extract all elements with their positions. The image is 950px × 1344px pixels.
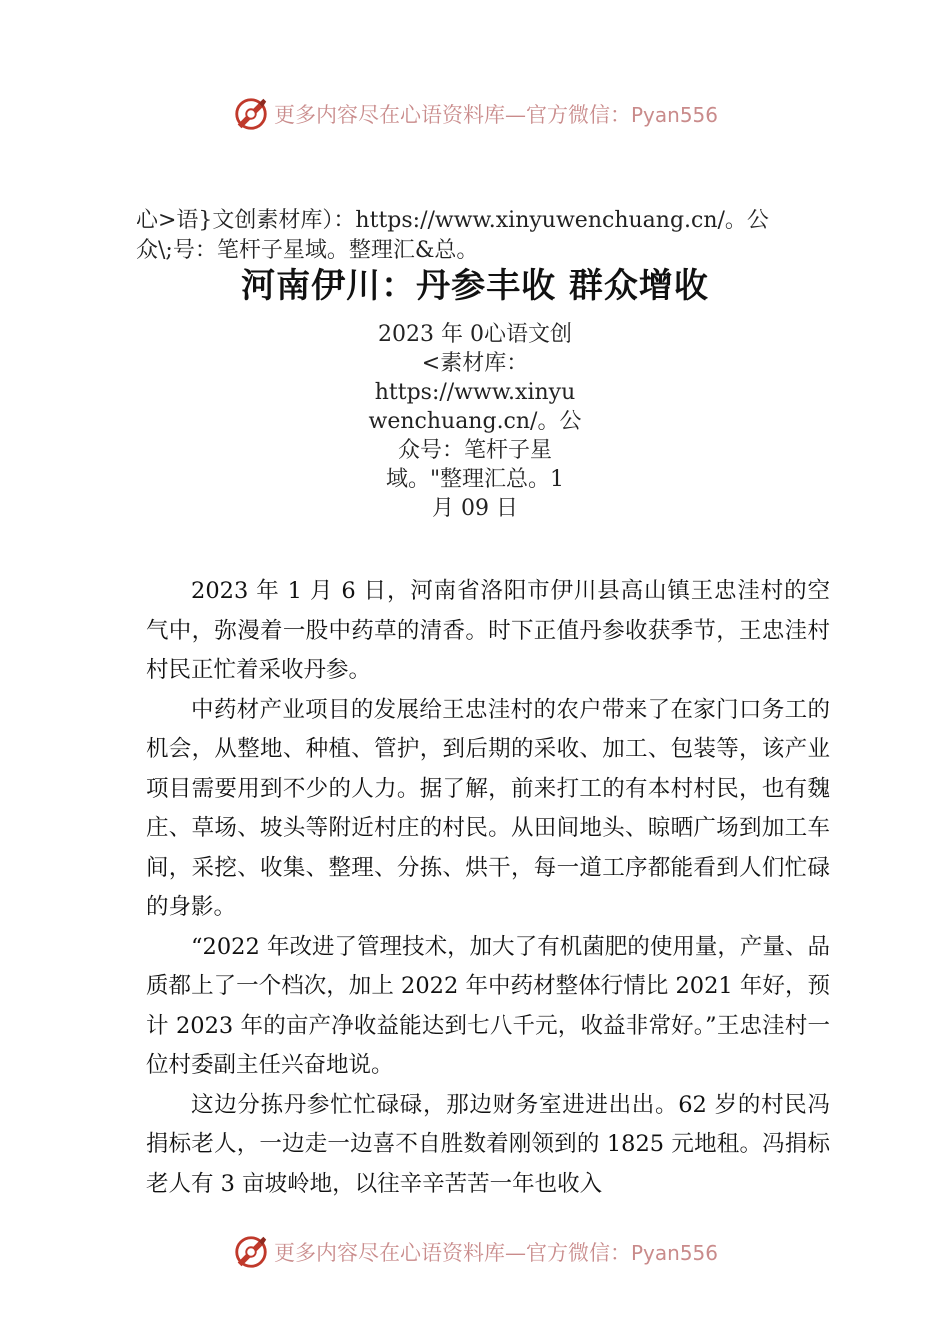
source-note: [136, 206, 836, 266]
source-note-line: 众\;号：笔杆子星域。整理汇&总。: [136, 238, 479, 263]
date-line: 2023 年 0心语文创: [378, 322, 572, 347]
footer-banner-text: 更多内容尽在心语资料库—官方微信：Pyan556: [273, 1241, 718, 1265]
wechat-id: Pyan556: [630, 103, 718, 127]
pen-logo-icon: [232, 95, 270, 133]
date-line: https://www.xinyu: [374, 380, 576, 405]
source-note-line: 心>语}文创素材库）：https://www.xinyuwenchuang.cn/。公: [136, 208, 769, 233]
paragraph: 2023 年 1 月 6 日，河南省洛阳市伊川县高山镇王忠洼村的空气中，弥漫着一股中药草的清香。时下正值丹参收获季节，王忠洼村村民正忙着采收丹参。: [146, 578, 830, 683]
paragraph: 这边分拣丹参忙忙碌碌，那边财务室进进出出。62 岁的村民冯捐标老人，一边走一边喜不自胜数着刚领到的 1825 元地租。冯捐标老人有 3 亩坡岭地，以往辛辛苦苦一年也收入: [146, 1091, 830, 1197]
date-line: wenchuang.cn/。公: [368, 409, 582, 434]
paragraph: “2022 年改进了管理技术，加大了有机菌肥的使用量，产量、品质都上了一个档次，加上 2022 年中药材整体行情比 2021 年好，预计 2023 年的亩产净收益能达到七八千元，收益非常好。”王忠洼村一位村委副主任兴奋地说。: [146, 933, 830, 1078]
article-date: [350, 320, 600, 523]
paragraph: 中药材产业项目的发展给王忠洼村的农户带来了在家门口务工的机会，从整地、种植、管护，到后期的采收、加工、包装等，该产业项目需要用到不少的人力。据了解，前来打工的有本村村民，也有魏庄、草场、坡头等附近村庄的村民。从田间地头、晾晒广场到加工车间，采挖、收集、整理、分拣、烘干，每一道工序都能看到人们忙碌的身影。: [146, 696, 830, 920]
pen-logo-icon: [232, 1233, 270, 1271]
footer-banner: [0, 1232, 950, 1272]
header-banner-text: 更多内容尽在心语资料库—官方微信：Pyan556: [273, 103, 718, 127]
article-title: 河南伊川：丹参丰收 群众增收: [241, 266, 709, 306]
date-line: 域。"整理汇总。1: [385, 467, 565, 492]
date-line: <素材库：: [421, 351, 529, 376]
wechat-id: Pyan556: [630, 1241, 718, 1265]
header-banner: [0, 94, 950, 134]
date-line: 众号：笔杆子星: [397, 438, 552, 463]
date-line: 月 09 日: [432, 496, 518, 521]
article-body: [146, 572, 830, 1204]
